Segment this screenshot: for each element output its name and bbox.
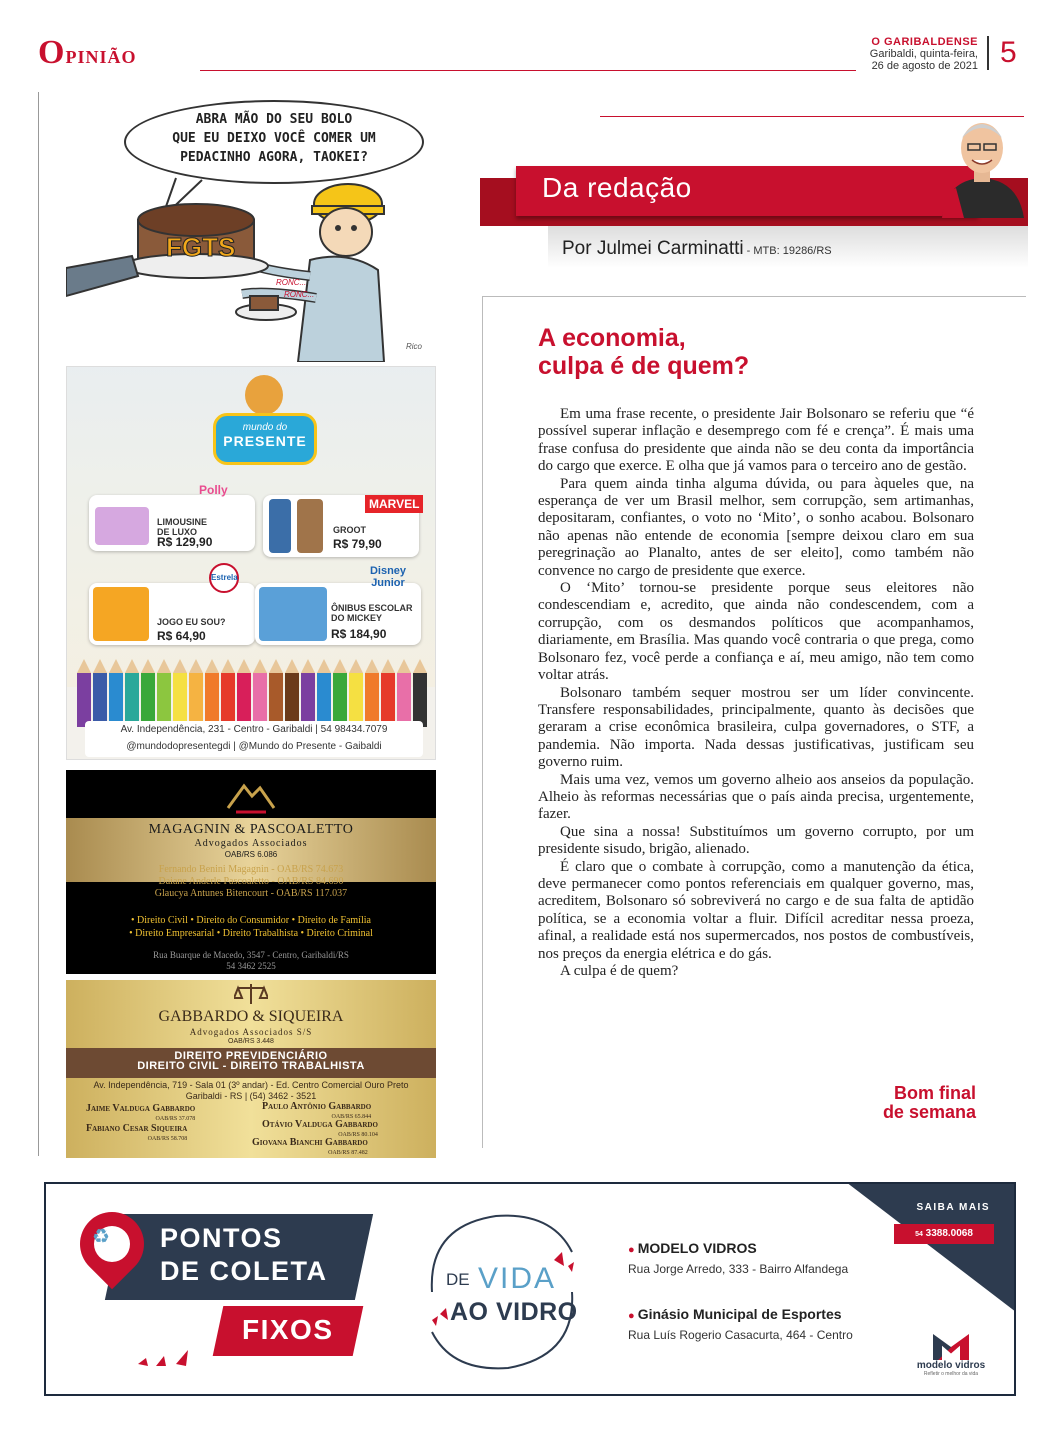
product-card-eu-sou: JOGO EU SOU? R$ 64,90 Estrela bbox=[89, 583, 255, 645]
vida-text: VIDA bbox=[478, 1262, 557, 1295]
firm-name: GABBARDO & SIQUEIRA bbox=[158, 1008, 344, 1025]
game-box-icon bbox=[93, 587, 149, 641]
paragraph: Mais uma vez, vemos um governo alheio aos anseios da população. Alheio às reformas necessárias que o país ainda precisa, urgentemente, fazer. bbox=[538, 771, 974, 823]
mundo-do-presente-logo: mundo do PRESENTE bbox=[213, 413, 317, 465]
recycle-icon: ♻ bbox=[92, 1226, 110, 1248]
paragraph: Em uma frase recente, o presidente Jair Bolsonaro se referiu que “é possível superar inflação e desemprego com fé e crença”. É mais uma frase confusa do presidente que ainda não se deu conta da importância do cargo que exerce. E olha que já vamos para o terceiro ano de gestão. bbox=[538, 406, 974, 475]
firm-name: MAGAGNIN & PASCOALETTO bbox=[148, 822, 354, 837]
lawyer-entry: Giovana Bianchi Gabbardo OAB/RS 87.482 bbox=[252, 1137, 368, 1156]
paragraph: Que sina a nossa! Substituímos um governo corrupto, por um presidente sisudo, brigão, alienado. bbox=[538, 823, 974, 858]
page-separator bbox=[987, 36, 989, 70]
masthead bbox=[870, 36, 978, 72]
cake-label: FGTS bbox=[166, 232, 236, 262]
header-rule bbox=[200, 70, 856, 71]
paragraph: O ‘Mito’ tornou-se presidente porque seus eleitores não condescendiam e, acredito, que ainda não condescendem, com a corrupção, com os desmandos políticos que acompanhamos, diariamente, em Brasília. Mas quando você contraria o que prega, como Bolsonaro fez, você perde a confiança e aí, meu amigo, não tem como voltar atrás. bbox=[538, 580, 974, 684]
byline: Por Julmei Carminatti - MTB: 19286/RS bbox=[562, 238, 832, 259]
product-card-onibus-mickey: ÔNIBUS ESCOLAR DO MICKEY R$ 184,90 Disney Junior bbox=[255, 583, 421, 645]
firm-oab: OAB/RS 6.086 bbox=[224, 850, 278, 859]
location-entry: ● Ginásio Municipal de Esportes Rua Luís Rogerio Casacurta, 464 - Centro bbox=[628, 1306, 853, 1342]
fixos-label: FIXOS bbox=[242, 1314, 334, 1345]
column-rule bbox=[38, 92, 39, 1156]
speech-text: ABRA MÃO DO SEU BOLO QUE EU DEIXO VOCÊ COMER UM PEDACINHO AGORA, TAOKEI? bbox=[172, 112, 376, 165]
article-signoff: Bom final de semana bbox=[882, 1083, 976, 1122]
marvel-logo: MARVEL bbox=[365, 495, 423, 513]
editorial-cartoon bbox=[66, 100, 436, 362]
mountain-logo-icon bbox=[226, 778, 276, 816]
ad-title: PONTOS DE COLETA bbox=[160, 1223, 328, 1286]
lawyers-list: Fernando Benini Magagnin - OAB/RS 74.673 Daiane Anderle Pascoaletto - OAB/RS 84.690 Glaucya Antunes Bitencourt - OAB/RS 117.037 bbox=[154, 864, 348, 899]
teddy-bear-icon bbox=[245, 375, 283, 415]
de-text: DE bbox=[446, 1270, 470, 1289]
lawyer-entry: Jaime Valduga Gabbardo OAB/RS 37.078 bbox=[86, 1103, 196, 1122]
modelo-vidros-logo: modelo vidros Refletir o melhor da vida bbox=[906, 1334, 996, 1377]
paragraph: É claro que o combate à corrupção, como a manutenção da ética, deve permanecer como pontos referenciais em qualquer governo, mas, acreditem, Bolsonaro só sobreviverá no cargo e de sua falta de aptidão política, se a economia voltar a fluir. Difícil acreditar nessa proeza, afinal, a realidade está nos supermercados, nos postos de combustíveis, nos preços da energia elétrica e do gás. bbox=[538, 858, 974, 962]
column-name: Da redação bbox=[542, 172, 692, 203]
de-vida-ao-vidro-logo bbox=[422, 1196, 582, 1386]
page-number: 5 bbox=[1000, 36, 1017, 69]
lawyer-entry: Paulo Antônio Gabbardo OAB/RS 65.844 bbox=[262, 1101, 372, 1120]
ad-modelo-vidros[interactable] bbox=[44, 1182, 1016, 1396]
colored-pencils bbox=[67, 659, 436, 727]
contact-phone[interactable]: 54 3388.0068 bbox=[894, 1224, 994, 1244]
article-body bbox=[538, 406, 974, 980]
m-logo-icon bbox=[933, 1334, 969, 1360]
scales-of-justice-icon bbox=[234, 982, 268, 1006]
practice-areas: • Direito Civil • Direito do Consumidor • Direito de Família • Direito Empresarial • Direito Trabalhista • Direito Criminal bbox=[129, 915, 373, 939]
firm-subtitle: Advogados Associados bbox=[194, 838, 308, 849]
practice-areas-band: DIREITO PREVIDENCIÁRIO DIREITO CIVIL - DIREITO TRABALHISTA bbox=[66, 1048, 436, 1078]
paragraph: Bolsonaro também sequer mostrou ser um líder convincente. Transfere responsabilidades, principalmente, quanto às decisões que geraram a crise econômica brasileira, culpa governadores, o STF, a pandemia. Não importa. Nada dessas justificativas, justificam seu governo ruim. bbox=[538, 684, 974, 771]
sound-effect: RONC... bbox=[284, 290, 315, 299]
place-date-line1: Garibaldi, quinta-feira, bbox=[869, 48, 978, 60]
lawyer-entry: Fabiano Cesar Siqueira OAB/RS 58.708 bbox=[86, 1123, 188, 1142]
firm-subtitle: Advogados Associados S/S bbox=[189, 1027, 313, 1037]
place-date-line2: 26 de agosto de 2021 bbox=[871, 60, 978, 72]
article-headline: A economia, culpa é de quem? bbox=[538, 324, 750, 380]
groot-box-icon bbox=[269, 499, 291, 553]
groot-figure-icon bbox=[297, 499, 323, 553]
ao-vidro-text: AO VIDRO bbox=[450, 1298, 578, 1326]
paper-name: O GARIBALDENSE bbox=[871, 36, 978, 48]
mundo-contact-info: Av. Independência, 231 - Centro - Garibaldi | 54 98434.7079 @mundodopresentegdi | @Mundo do Presente - Gaibaldi bbox=[85, 721, 423, 757]
firm-address: Rua Buarque de Macedo, 3547 - Centro, Garibaldi/RS 54 3462 2525 bbox=[153, 950, 349, 971]
paragraph: Para quem ainda tinha alguma dúvida, ou para àqueles que, na esperança de ver um Brasil melhor, sem corrupção, sem artimanhas, depositaram, confiantes, o voto no ‘Mito’, o sonho acabou. Bolsonaro não apenas não entende de economia [sempre deixou claro em sua peregrinação ao Planalto, antes de ser eleito], como também não convence no cargo de presidente que exerce. bbox=[538, 475, 974, 579]
product-card-limousine: LIMOUSINE DE LUXO R$ 129,90 Polly bbox=[89, 495, 255, 551]
author-photo bbox=[936, 108, 1028, 218]
column-banner bbox=[516, 166, 978, 216]
firm-oab: OAB/RS 3.448 bbox=[228, 1038, 274, 1045]
location-entry: ● MODELO VIDROS Rua Jorge Arredo, 333 - Bairro Alfandega bbox=[628, 1240, 848, 1276]
estrela-logo: Estrela bbox=[209, 563, 239, 593]
product-card-groot: GROOT R$ 79,90 MARVEL bbox=[263, 495, 419, 557]
glass-shards-icon bbox=[136, 1344, 196, 1368]
paragraph: A culpa é de quem? bbox=[560, 963, 679, 979]
ad-gabbardo-siqueira[interactable] bbox=[66, 980, 436, 1158]
saiba-mais-label: SAIBA MAIS bbox=[916, 1202, 990, 1213]
disney-junior-logo: Disney Junior bbox=[369, 565, 407, 589]
cartoonist-signature: Rico bbox=[406, 342, 423, 351]
firm-address: Av. Independência, 719 - Sala 01 (3º andar) - Ed. Centro Comercial Ouro Preto Garibaldi - RS | (54) 3462 - 3521 bbox=[93, 1080, 409, 1101]
sound-effect: RONC... bbox=[276, 278, 307, 287]
lawyer-entry: Otávio Valduga Gabbardo OAB/RS 80.104 bbox=[262, 1119, 378, 1138]
ad-mundo-do-presente[interactable] bbox=[66, 366, 436, 760]
ad-magagnin-pascoaletto[interactable] bbox=[66, 770, 436, 974]
section-title: Opinião bbox=[38, 34, 137, 71]
limousine-toy-icon bbox=[95, 507, 149, 545]
polly-logo: Polly bbox=[199, 483, 228, 497]
bus-toy-icon bbox=[259, 587, 327, 641]
